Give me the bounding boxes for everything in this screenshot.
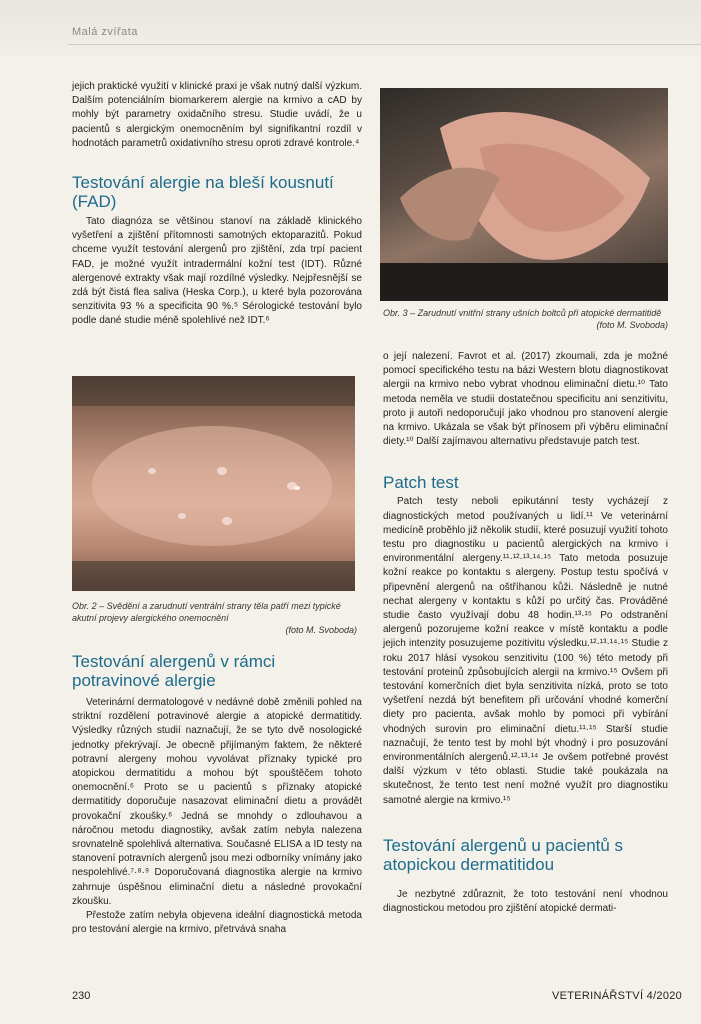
atopic-paragraph: Je nezbytné zdůraznit, že toto testování není vhodnou diagnostickou metodou pro zjištění atopické dermati-: [383, 888, 668, 915]
figure-2-credit: (foto M. Svoboda): [285, 625, 357, 635]
intro-paragraph: jejich praktické využití v klinické praxi je však nutný další výzkum. Dalším potenciálním biomarkerem alergie na krmivo a cAD by mohly být parametry oxidačního stresu. Studie uvádí, že u pacientů s alergickým onemocněním byl signifikantní rozdíl v hodnotách parametrů oxidativního stresu oproti zdravé kontrole.⁴: [72, 81, 362, 149]
skin-lesions-illustration: [72, 376, 355, 591]
figure-2-caption: [72, 600, 357, 636]
food-paragraph-1: Veterinární dermatologové v nedávné době změnili pohled na striktní rozdělení potravinové alergie a atopické dermatitidy. Výsledky různých studií naznačují, že se tyto dvě nosologické jednotky překrývají. Je obecně přijímaným faktem, že některé potravní alergeny mohou vyvolávat příznaky typické pro atopickou dermatitidu a mohou být spouštěčem tohoto onemocnění.⁶ Proto se u pacientů s příznaky atopické dermatitidy doporučuje nasazovat eliminační dietu a provádět provokační zkoušky.⁶ Jedná se mnohdy o zdlouhavou a náročnou metodu diagnostiky, avšak zatím nebyla nalezena srovnatelně spolehlivá alternativa. Současné ELISA a ID testy na stanovení potravních alergenů jsou mezi odborníky vnímány jako nespolehlivé.⁷·⁸·⁹ Doporučovaná diagnostika alergie na krmivo zahrnuje úspěšnou eliminační dietu a následné provokační zkoušku.: [72, 697, 362, 907]
page-number: 230: [72, 990, 91, 1002]
figure-2-caption-text: Obr. 2 – Svědění a zarudnutí ventrální strany těla patří mezi typické akutní projevy alergického onemocnění: [72, 601, 341, 623]
figure-3-caption: [383, 307, 668, 331]
section-label: Malá zvířata: [72, 26, 138, 38]
left-column-bottom: [72, 652, 362, 937]
food-allergy-heading: Testování alergenů v rámci potravinové alergie: [72, 652, 276, 690]
patch-test-paragraph: Patch testy neboli epikutánní testy vycházejí z diagnostických metod používaných u lidí.¹¹ Ve veterinární medicíně proběhlo již několik studií, které posuzují využití tohoto testu pro diagnostiku u pacientů alergických na krmivo i environmentální alergeny.¹¹·¹²·¹³·¹⁴·¹⁵ Tato metoda posuzuje kožní reakce po kontaktu s alergeny. Postup testu spočívá v připevnění alergenů na oštříhanou kůži. Následně je nutné nechat alergeny v kontaktu s kůží po určitý čas. Prováděné studie často využívají dobu 48 hodin.¹³·¹⁵ Po odstranění alergenů pozorujeme kožní reakce v místě kontaktu a podle jejich intenzity posuzujeme pozitivitu výsledku.¹²·¹³·¹⁴·¹⁵ Studie z roku 2017 hlásí vysokou senzitivitu (100 %) této metody při testování proteinů způsobujících alergii na krmivo.¹⁵ Ovšem při testování komerčních diet byla senzitivita nízká, proto se toto vyšetření nezdá být benefitem při určování vhodné komerční diety pro pacienta, avšak mohlo by pomoci při vybírání vhodných surovin pro eliminační dietu.¹¹·¹⁵ Starší studie naznačují, že tento test by mohl být vhodný i pro posuzování environmentálních alergenů.¹²·¹³·¹⁴ Je ovšem potřebné provést další výzkum v této oblasti. Studie také poukázala na skutečnost, že tento test není možné využít pro diagnostiku samotné alergie na krmivo.¹⁵: [383, 496, 668, 806]
figure-3-photo: [380, 88, 668, 301]
continuation-paragraph: o její nalezení. Favrot et al. (2017) zkoumali, zda je možné pomocí specifického testu na bázi Western blotu diagnostikovat alergii na krmivo nebo vybrat vhodnou eliminační dietu.¹⁰ Tato metoda neměla ve studii dostatečnou specificitu ani senzitivitu, proto ji autoři nedoporučují jako vhodnou pro stanovení alergie na krmivo. Ukázala se však být přínosem při výběru eliminační diety.¹⁰ Další zajímavou alternativu představuje patch test.: [383, 351, 668, 448]
ear-illustration: [380, 88, 668, 301]
figure-2-photo: [72, 376, 355, 591]
fad-paragraph: Tato diagnóza se většinou stanoví na základě klinického vyšetření a zjištění přítomnosti samotných ektoparazitů. Pokud chceme využít testování alergenů pro zjištění, zda trpí pacient FAD, je možné využít intradermální kožní test (IDT). Různé alergenové extrakty však mají rozdílné výsledky. Nejpřesnější se zdá být čistá flea saliva (Heska Corp.), u které byla pozorována senzitivita 93 % a specificita 90 %.⁵ Sérologické testování bylo podle dané studie méně spolehlivé než IDT.⁶: [72, 216, 362, 327]
figure-3-caption-text: Obr. 3 – Zarudnutí vnitřní strany ušních boltců při atopické dermatitidě: [383, 308, 662, 318]
food-paragraph-2: Přestože zatím nebyla objevena ideální diagnostická metoda pro testování alergie na krmivo, přetrvává snaha: [72, 910, 362, 936]
right-column: [383, 350, 668, 916]
left-column-top: [72, 80, 362, 329]
figure-3-credit: (foto M. Svoboda): [596, 320, 668, 330]
fad-heading: Testování alergie na bleší kousnutí (FAD): [72, 173, 334, 212]
atopic-heading: Testování alergenů u pacientů s atopickou dermatitidou: [383, 835, 624, 874]
header-rule: [68, 44, 701, 45]
patch-test-heading: Patch test: [383, 473, 459, 493]
magazine-issue: VETERINÁŘSTVÍ 4/2020: [552, 990, 683, 1002]
